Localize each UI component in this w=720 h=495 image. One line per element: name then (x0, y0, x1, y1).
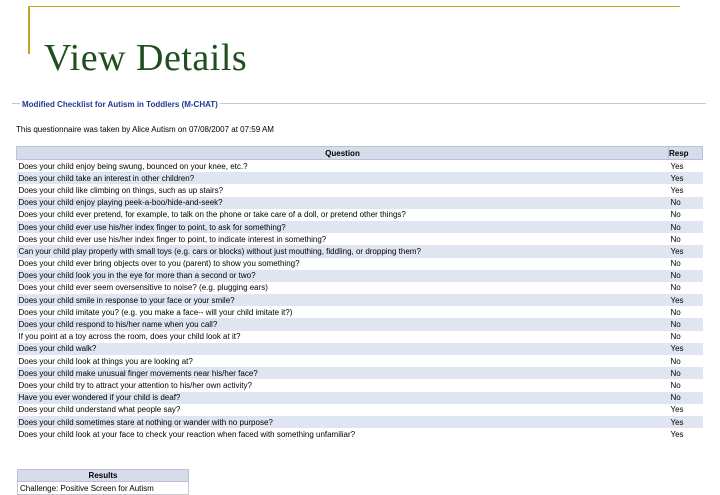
response-cell: Yes (669, 172, 703, 184)
response-cell: No (669, 306, 703, 318)
table-row (17, 282, 703, 294)
results-table (17, 469, 189, 495)
question-cell: Does your child ever use his/her index finger to point, to ask for something? (17, 221, 669, 233)
table-row (17, 367, 703, 379)
table-row (17, 355, 703, 367)
response-cell: No (669, 367, 703, 379)
results-value: Challenge: Positive Screen for Autism (18, 482, 189, 495)
question-cell: Does your child enjoy being swung, bounced on your knee, etc.? (17, 160, 669, 173)
table-row (17, 221, 703, 233)
response-cell: No (669, 379, 703, 391)
question-cell: Does your child respond to his/her name when you call? (17, 318, 669, 330)
response-cell: No (669, 392, 703, 404)
question-cell: Does your child like climbing on things, such as up stairs? (17, 184, 669, 196)
response-cell: Yes (669, 428, 703, 440)
response-cell: No (669, 355, 703, 367)
response-cell: Yes (669, 294, 703, 306)
response-cell: No (669, 197, 703, 209)
question-cell: Does your child walk? (17, 343, 669, 355)
table-row (17, 331, 703, 343)
table-row (17, 233, 703, 245)
response-cell: No (669, 233, 703, 245)
table-row (17, 404, 703, 416)
response-cell: No (669, 318, 703, 330)
table-row (17, 245, 703, 257)
question-cell: Does your child ever pretend, for example, to talk on the phone or take care of a doll, or pretend other things? (17, 209, 669, 221)
question-cell: Does your child ever bring objects over to you (parent) to show you something? (17, 258, 669, 270)
results-header: Results (18, 470, 189, 482)
question-cell: Does your child look at things you are looking at? (17, 355, 669, 367)
table-row (17, 428, 703, 440)
slide-left-rule (28, 6, 30, 54)
questions-table-body (17, 160, 703, 441)
response-cell: Yes (669, 245, 703, 257)
table-row (17, 197, 703, 209)
question-cell: Does your child look at your face to check your reaction when faced with something unfamiliar? (17, 428, 669, 440)
response-cell: Yes (669, 184, 703, 196)
table-row (17, 416, 703, 428)
table-row (17, 306, 703, 318)
table-row (17, 294, 703, 306)
response-cell: Yes (669, 416, 703, 428)
table-row (17, 258, 703, 270)
table-row (17, 318, 703, 330)
response-cell: Yes (669, 160, 703, 173)
question-column-header: Question (17, 147, 669, 160)
question-cell: Does your child enjoy playing peek-a-boo/hide-and-seek? (17, 197, 669, 209)
table-row (17, 184, 703, 196)
response-column-header: Resp (669, 147, 703, 160)
response-cell: No (669, 270, 703, 282)
question-cell: Does your child ever seem oversensitive to noise? (e.g. plugging ears) (17, 282, 669, 294)
table-header-row (17, 147, 703, 160)
table-row (17, 343, 703, 355)
table-row (17, 172, 703, 184)
question-cell: If you point at a toy across the room, does your child look at it? (17, 331, 669, 343)
mchat-fieldset (12, 100, 706, 493)
table-row (17, 209, 703, 221)
questionnaire-taken-info: This questionnaire was taken by Alice Autism on 07/08/2007 at 07:59 AM (16, 125, 274, 134)
response-cell: No (669, 282, 703, 294)
question-cell: Can your child play properly with small toys (e.g. cars or blocks) without just mouthing, fiddling, or dropping them? (17, 245, 669, 257)
slide-top-rule (30, 6, 680, 7)
table-row (17, 379, 703, 391)
response-cell: No (669, 331, 703, 343)
question-cell: Does your child look you in the eye for more than a second or two? (17, 270, 669, 282)
question-cell: Does your child imitate you? (e.g. you make a face-- will your child imitate it?) (17, 306, 669, 318)
question-cell: Does your child understand what people say? (17, 404, 669, 416)
response-cell: Yes (669, 343, 703, 355)
table-row (17, 160, 703, 173)
table-row (17, 270, 703, 282)
questions-table (16, 146, 703, 440)
question-cell: Have you ever wondered if your child is deaf? (17, 392, 669, 404)
response-cell: Yes (669, 404, 703, 416)
response-cell: No (669, 221, 703, 233)
question-cell: Does your child smile in response to your face or your smile? (17, 294, 669, 306)
question-cell: Does your child try to attract your attention to his/her own activity? (17, 379, 669, 391)
slide-title: View Details (44, 37, 248, 79)
table-row (17, 392, 703, 404)
fieldset-legend: Modified Checklist for Autism in Toddlers (M-CHAT) (22, 100, 218, 109)
question-cell: Does your child take an interest in other children? (17, 172, 669, 184)
question-cell: Does your child sometimes stare at nothing or wander with no purpose? (17, 416, 669, 428)
response-cell: No (669, 258, 703, 270)
response-cell: No (669, 209, 703, 221)
question-cell: Does your child make unusual finger movements near his/her face? (17, 367, 669, 379)
mchat-panel (12, 99, 708, 493)
question-cell: Does your child ever use his/her index finger to point, to indicate interest in something? (17, 233, 669, 245)
